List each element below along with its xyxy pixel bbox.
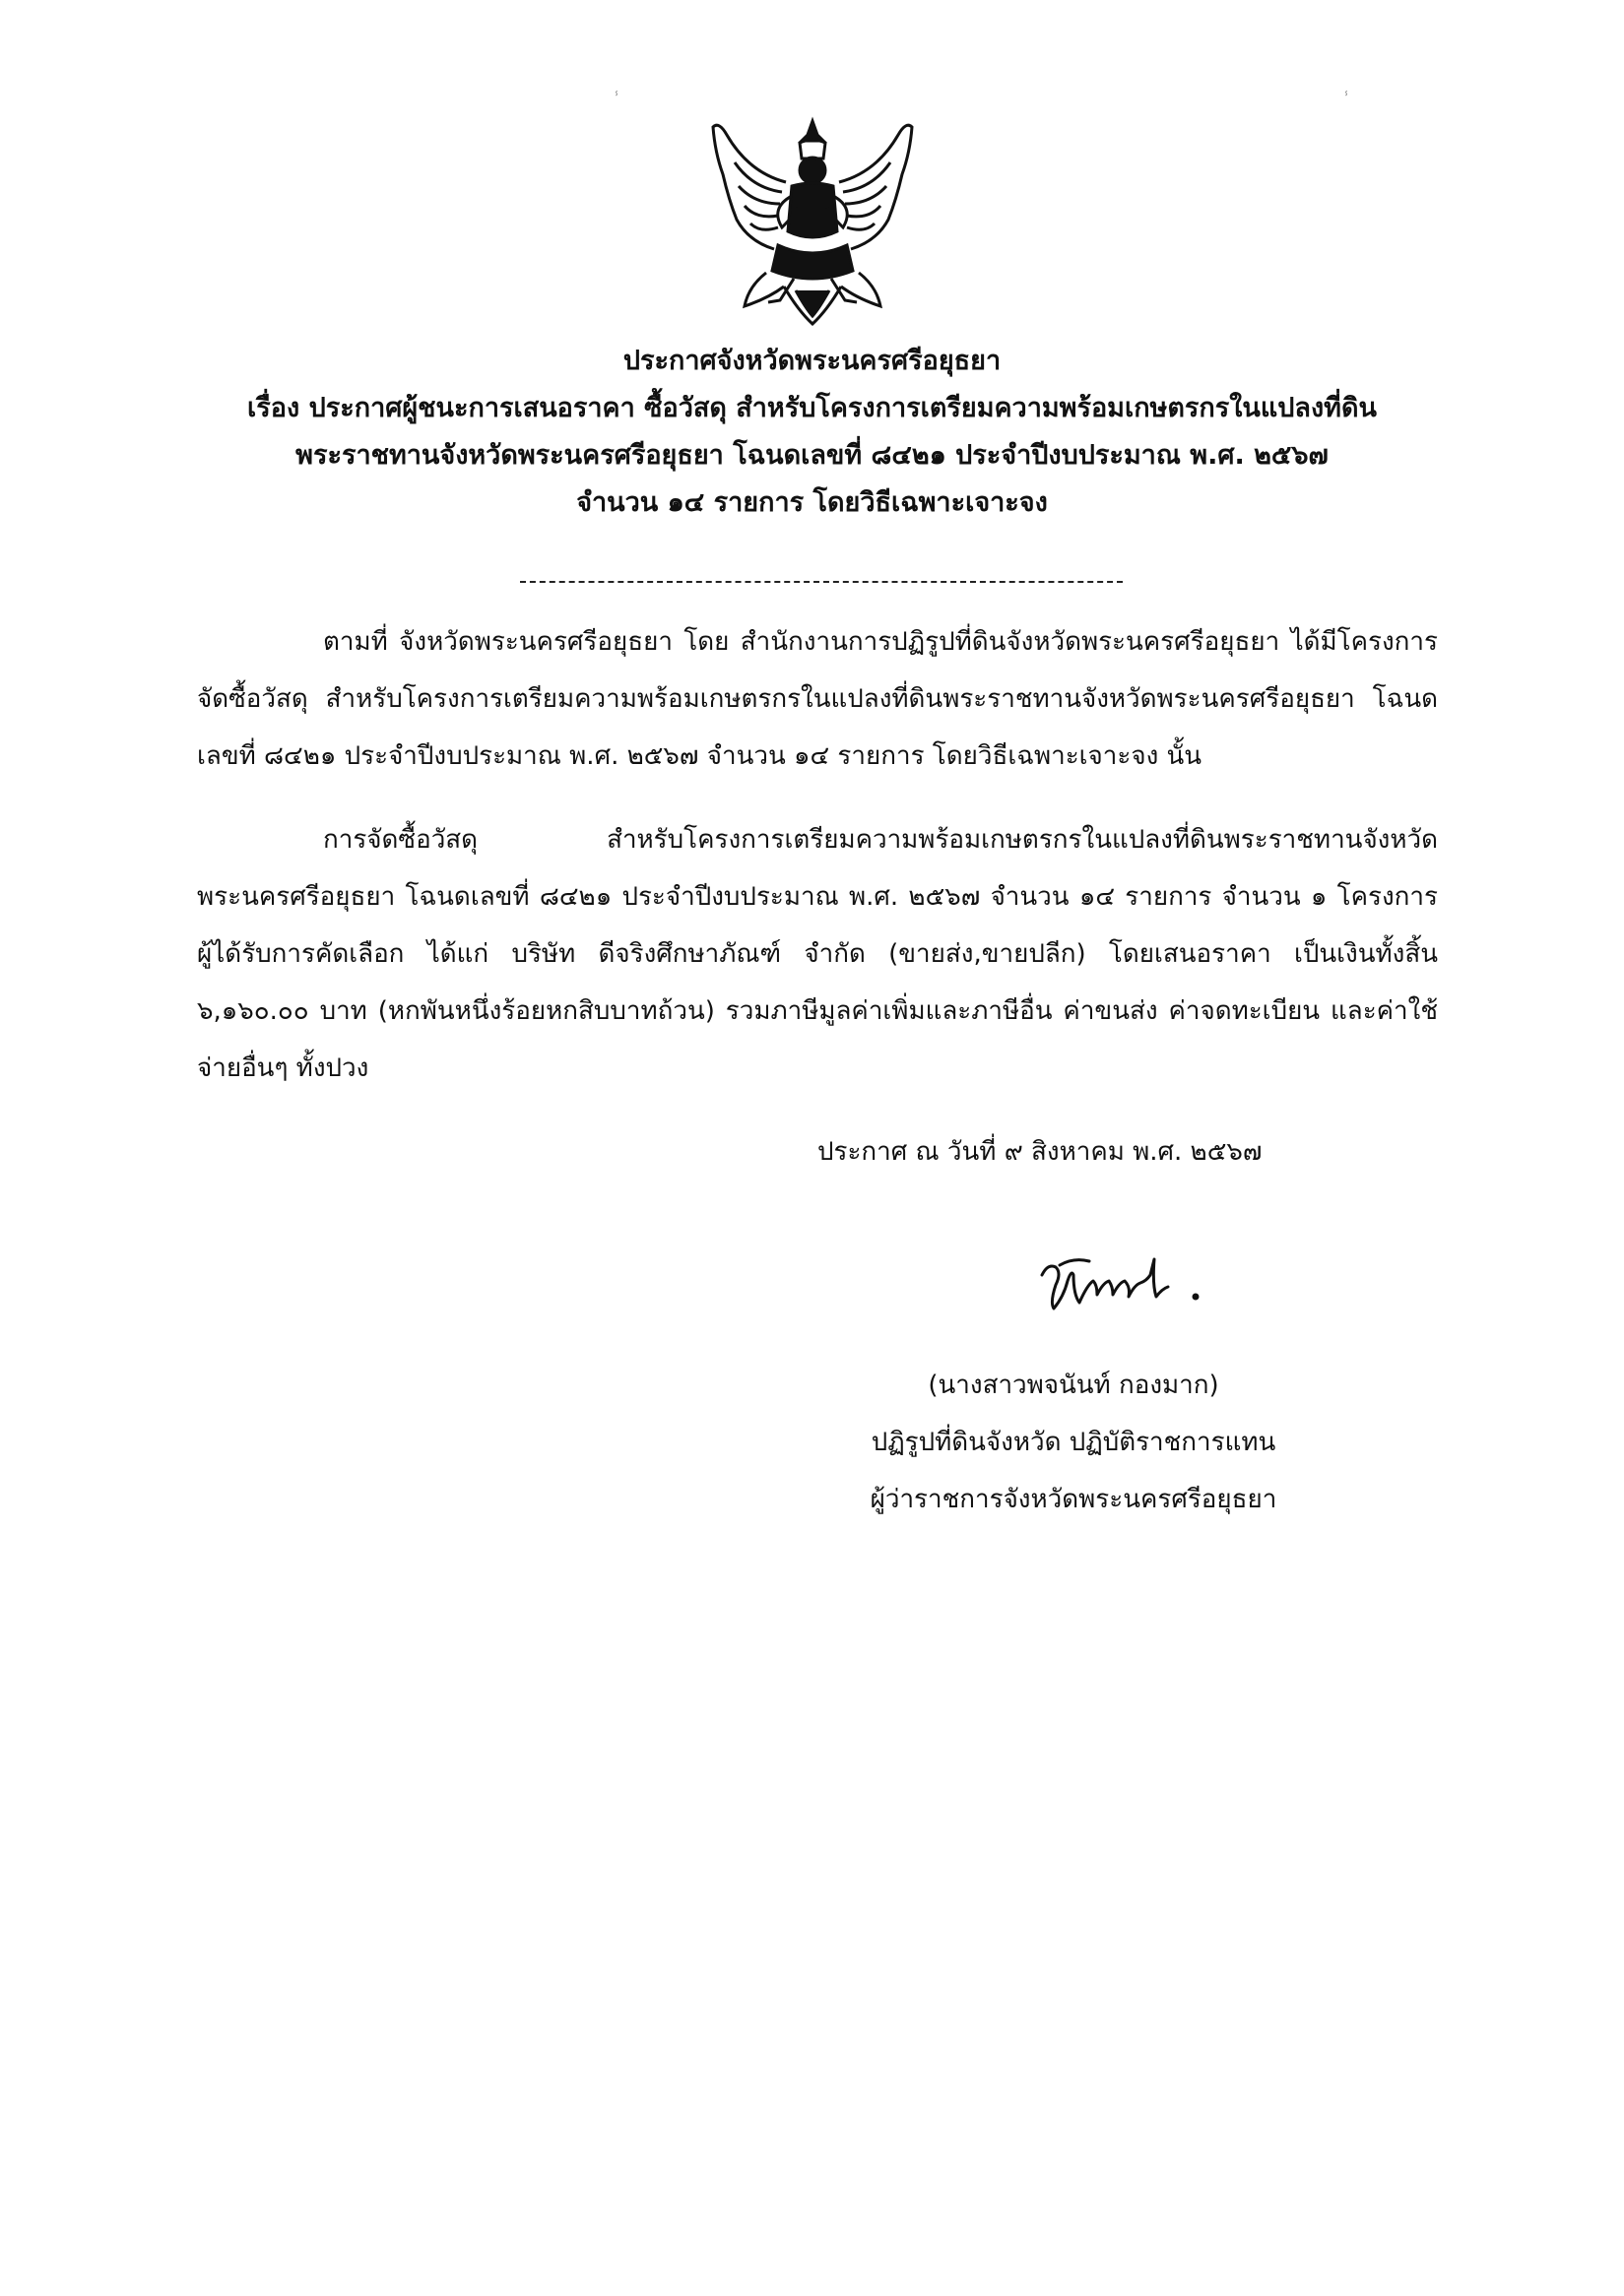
body-paragraph-2-text: การจัดซื้อวัสดุ สำหรับโครงการเตรียมความพร้อมเกษตรกรในแปลงที่ดินพระราชทานจังหวัดพระนครศรีอยุธยา โฉนดเลขที่ ๘๔๒๑ ประจำปีงบประมาณ พ.ศ. ๒๕๖๗ จำนวน ๑๔ รายการ จำนวน ๑ โครงการ ผู้ได้รับการคัดเลือก ได้แก่ บริษัท ดีจริงศึกษาภัณฑ์ จำกัด (ขายส่ง,ขายปลีก) โดยเสนอราคา เป็นเงินทั้งสิ้น ๖,๑๖๐.๐๐ บาท (หกพันหนึ่งร้อยหกสิบบาทถ้วน) รวมภาษีมูลค่าเพิ่มและภาษีอื่น ค่าขนส่ง ค่าจดทะเบียน และค่าใช้จ่ายอื่นๆ ทั้งปวง [197, 825, 1438, 1083]
signatory-name: (นางสาวพจนันท์ กองมาก) [928, 1371, 1219, 1400]
announcement-subject-line: จำนวน ๑๔ รายการ โดยวิธีเฉพาะเจาะจง [576, 487, 1048, 518]
announcement-title: ประกาศจังหวัดพระนครศรีอยุธยา [622, 346, 1002, 376]
scan-mark-left: ⸯ [613, 93, 621, 108]
signatory-position: ผู้ว่าราชการจังหวัดพระนครศรีอยุธยา [870, 1485, 1277, 1514]
announcement-subject-line: พระราชทานจังหวัดพระนครศรีอยุธยา โฉนดเลขที่ ๘๔๒๑ ประจำปีงบประมาณ พ.ศ. ๒๕๖๗ [295, 440, 1329, 471]
garuda-emblem-icon [709, 113, 916, 335]
announcement-header [177, 338, 1447, 527]
announcement-date: ประกาศ ณ วันที่ ๙ สิงหาคม พ.ศ. ๒๕๖๗ [817, 1137, 1263, 1167]
scan-mark-right: ⸯ [1342, 93, 1351, 108]
body-paragraph-2 [197, 811, 1438, 1097]
signatory-position: ปฏิรูปที่ดินจังหวัด ปฏิบัติราชการแทน [871, 1428, 1276, 1457]
body-paragraph-1-text: ตามที่ จังหวัดพระนครศรีอยุธยา โดย สำนักงานการปฏิรูปที่ดินจังหวัดพระนครศรีอยุธยา ได้มีโครงการจัดซื้อวัสดุ สำหรับโครงการเตรียมความพร้อมเกษตรกรในแปลงที่ดินพระราชทานจังหวัดพระนครศรีอยุธยา โฉนดเลขที่ ๘๔๒๑ ประจำปีงบประมาณ พ.ศ. ๒๕๖๗ จำนวน ๑๔ รายการ โดยวิธีเฉพาะเจาะจง นั้น [197, 627, 1438, 771]
body-paragraph-1 [197, 613, 1438, 785]
handwritten-signature [1034, 1245, 1211, 1319]
announcement-subject-line: เรื่อง ประกาศผู้ชนะการเสนอราคา ซื้อวัสดุ สำหรับโครงการเตรียมความพร้อมเกษตรกรในแปลงที่ดิน [247, 393, 1377, 423]
signatory-block [817, 1357, 1330, 1528]
header-divider [520, 581, 1123, 583]
